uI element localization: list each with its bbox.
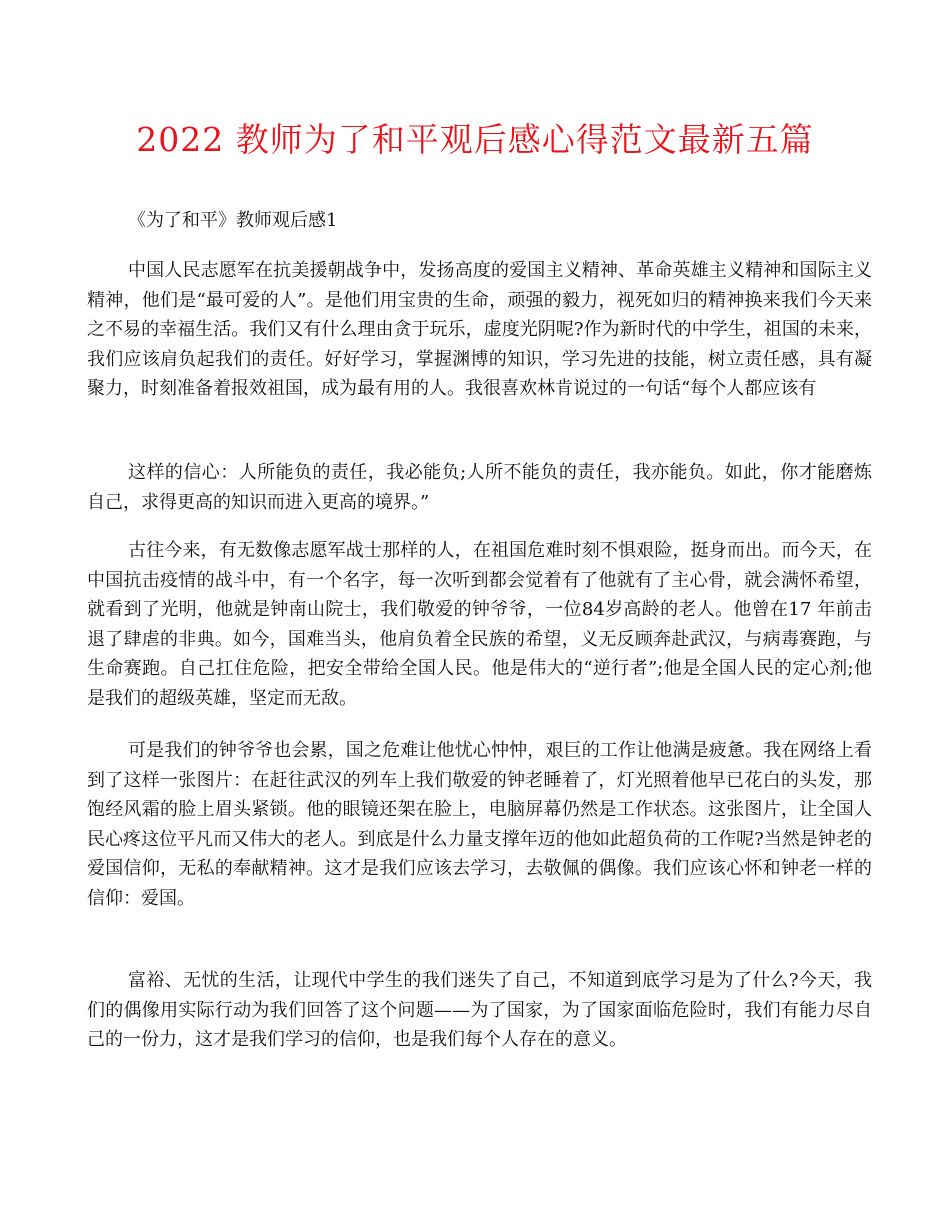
paragraph-3: 古往今来，有无数像志愿军战士那样的人，在祖国危难时刻不惧艰险，挺身而出。而今天，在中国抗击疫情的战斗中，有一个名字，每一次听到都会觉着有了他就有了主心骨，就会满怀希望，就看到了光明，他就是钟南山院士，我们敬爱的钟爷爷，一位84岁高龄的老人。他曾在17 年前击退了肆虐的非典。如今，国难当头，他肩负着全民族的希望，义无反顾奔赴武汉，与病毒赛跑，与生命赛跑。自己扛住危险，把安全带给全国人民。他是伟大的“逆行者”;他是全国人民的定心剂;他是我们的超级英雄，坚定而无敌。 bbox=[87, 540, 872, 709]
document-title: 2022 教师为了和平观后感心得范文最新五篇 bbox=[136, 120, 814, 159]
paragraph-2: 这样的信心：人所能负的责任，我必能负;人所不能负的责任，我亦能负。如此，你才能磨炼自己，求得更高的知识而进入更高的境界。” bbox=[87, 462, 872, 513]
paragraph-1: 中国人民志愿军在抗美援朝战争中，发扬高度的爱国主义精神、革命英雄主义精神和国际主义精神，他们是“最可爱的人”。是他们用宝贵的生命，顽强的毅力，视死如归的精神换来我们今天来之不易的幸福生活。我们又有什么理由贪于玩乐，虚度光阴呢?作为新时代的中学生，祖国的未来，我们应该肩负起我们的责任。好好学习，掌握渊博的知识，学习先进的技能，树立责任感，具有凝聚力，时刻准备着报效祖国，成为最有用的人。我很喜欢林肯说过的一句话“每个人都应该有 bbox=[87, 260, 872, 399]
paragraph-4: 可是我们的钟爷爷也会累，国之危难让他忧心忡忡，艰巨的工作让他满是疲惫。我在网络上看到了这样一张图片：在赶往武汉的列车上我们敬爱的钟老睡着了，灯光照着他早已花白的头发，那饱经风霜的脸上眉头紧锁。他的眼镜还架在脸上，电脑屏幕仍然是工作状态。这张图片，让全国人民心疼这位平凡而又伟大的老人。到底是什么力量支撑年迈的他如此超负荷的工作呢?当然是钟老的爱国信仰，无私的奉献精神。这才是我们应该去学习，去敬佩的偶像。我们应该心怀和钟老一样的信仰：爱国。 bbox=[87, 740, 872, 909]
paragraph-5: 富裕、无忧的生活，让现代中学生的我们迷失了自己，不知道到底学习是为了什么?今天，我们的偶像用实际行动为我们回答了这个问题——为了国家，为了国家面临危险时，我们有能力尽自己的一份力，这才是我们学习的信仰，也是我们每个人存在的意义。 bbox=[87, 970, 872, 1050]
section-heading: 《为了和平》教师观后感1 bbox=[128, 210, 338, 231]
